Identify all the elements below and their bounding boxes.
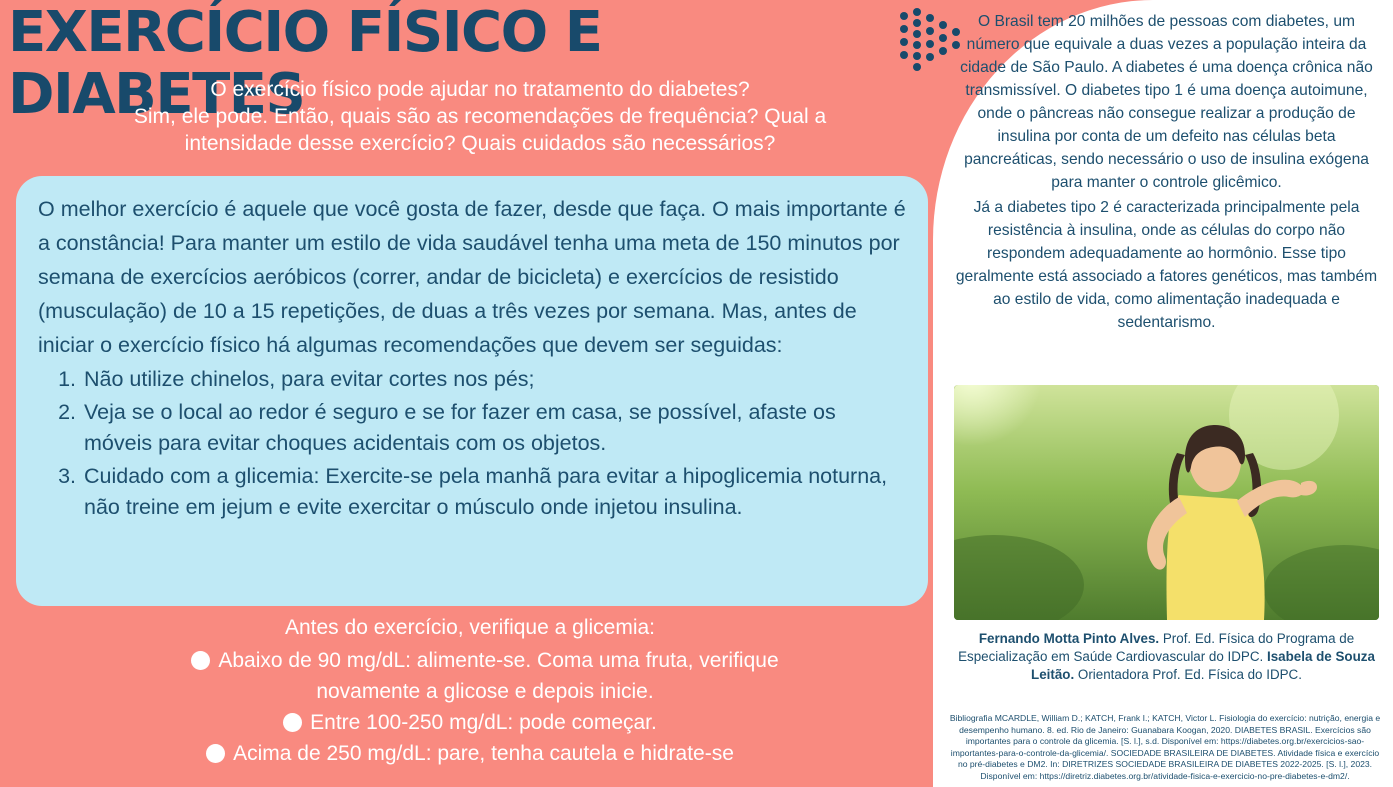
page-title: EXERCÍCIO FÍSICO E DIABETES — [8, 0, 602, 127]
author-2-role: Orientadora Prof. Ed. Física do IDPC. — [1074, 667, 1302, 682]
list-item — [20, 707, 920, 738]
right-column-text — [954, 10, 1379, 336]
list-item — [20, 738, 920, 769]
main-content-box — [16, 176, 928, 606]
right-paragraph-1: O Brasil tem 20 milhões de pessoas com diabetes, um número que equivale a duas vezes a população inteira da cidade de São Paulo. A diabetes é uma doença crônica não transmissível. O diabetes tipo 1 é uma doença autoimune, onde o pâncreas não consegue realizar a produção de insulina por conta de um defeito nas células beta pancreáticas, sendo necessário o uso de insulina exógena para manter o controle glicêmico. — [960, 13, 1373, 191]
subtitle-line-3: intensidade desse exercício? Quais cuidados são necessários? — [184, 132, 776, 155]
subtitle-questions — [20, 76, 940, 157]
bullet-icon — [206, 744, 225, 763]
bullet-icon — [283, 713, 302, 732]
main-paragraph: O melhor exercício é aquele que você gosta de fazer, desde que faça. O mais importante é a constância! Para manter um estilo de vida saudável tenha uma meta de 150 minutos por semana de exercícios aeróbicos (correr, andar de bicicleta) e exercícios de resistido (musculação) de 10 a 15 repetições, de duas a três vezes por semana. Mas, antes de iniciar o exercício físico há algumas recomendações que devem ser seguidas: — [38, 197, 906, 357]
subtitle-line-1: O exercício físico pode ajudar no tratamento do diabetes? — [210, 78, 750, 101]
author-2-name: Isabela de Souza Leitão. — [1031, 649, 1375, 682]
bullet-icon — [191, 651, 210, 670]
list-item: 3. Cuidado com a glicemia: Exercite-se pela manhã para evitar a hipoglicemia noturna, não treine em jejum e evite exercitar o músculo onde injetou insulina. — [82, 461, 906, 523]
glycemia-item-3: Acima de 250 mg/dL: pare, tenha cautela e hidrate-se — [233, 742, 734, 765]
author-1-name: Fernando Motta Pinto Alves. — [978, 631, 1160, 646]
glycemia-item-1: Abaixo de 90 mg/dL: alimente-se. Coma uma fruta, verifique — [218, 649, 779, 672]
right-paragraph-2: Já a diabetes tipo 2 é caracterizada principalmente pela resistência à insulina, onde as células do corpo não respondem adequadamente ao hormônio. Esse tipo geralmente está associado a fatores genéticos, mas também ao estilo de vida, como alimentação inadequada e sedentarismo. — [955, 199, 1378, 331]
credits-block — [954, 630, 1379, 684]
right-column — [933, 0, 1393, 787]
list-item — [20, 645, 920, 707]
glycemia-item-1-cont: novamente a glicose e depois inicie. — [316, 680, 654, 703]
glycemia-heading: Antes do exercício, verifique a glicemia: — [284, 616, 655, 639]
author-1-role: Prof. Ed. Física do Programa de Especialização em Saúde Cardiovascular do IDPC. — [958, 631, 1355, 664]
glycemia-item-2: Entre 100-250 mg/dL: pode começar. — [310, 711, 657, 734]
glycemia-checklist — [20, 612, 920, 769]
photo-woman-stretching — [954, 385, 1379, 620]
list-item: 1. Não utilize chinelos, para evitar cortes nos pés; — [82, 364, 906, 395]
subtitle-line-2: Sim, ele pode. Então, quais são as recomendações de frequência? Qual a — [133, 105, 827, 128]
bibliography-text: Bibliografia MCARDLE, William D.; KATCH, Frank I.; KATCH, Victor L. Fisiologia do exercício: nutrição, energia e desempenho humano. 8. ed. Rio de Janeiro: Guanabara Koogan, 2020. DIABETES BRASIL. Exercícios são importantes para o controle da glicemia. [S. l.], s.d. Disponível em: https://diabetes.org.br/exercicios-sao-importantes-para-o-controle-da-glicemia/. SOCIEDADE BRASILEIRA DE DIABETES. Atividade física e exercício no pré-diabetes e DM2. In: DIRETRIZES SOCIEDADE BRASILEIRA DE DIABETES 2022-2025. [S. l.], 2023. Disponível em: https://diretriz.diabetes.org.br/atividade-fisica-e-exercicio-no-pre-diabetes-e-dm2/. — [949, 713, 1381, 781]
list-item: 2. Veja se o local ao redor é seguro e se for fazer em casa, se possível, afaste os móveis para evitar choques acidentais com os objetos. — [82, 397, 906, 459]
recommendations-list — [38, 364, 906, 523]
